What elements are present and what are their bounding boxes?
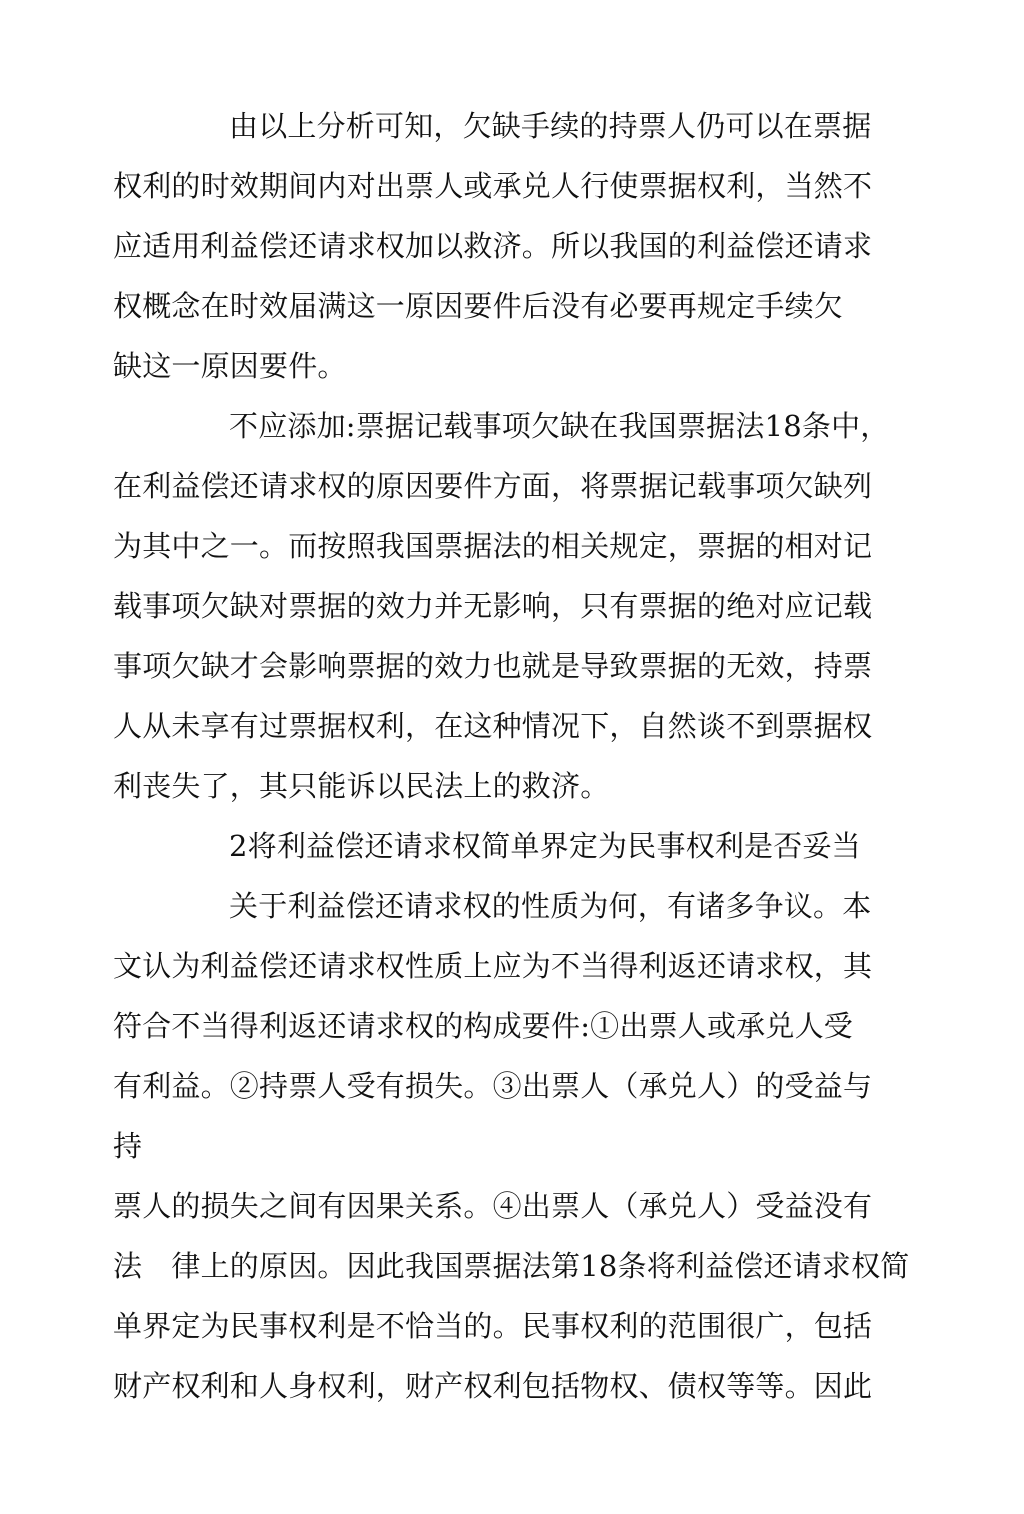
text-line: 缺这一原因要件。	[113, 349, 347, 383]
text-line: 应适用利益偿还请求权加以救济。所以我国的利益偿还请求	[113, 229, 873, 263]
text-line: 法 律上的原因。因此我国票据法第18条将利益偿还请求权简	[113, 1249, 910, 1283]
text-line: 不应添加:票据记载事项欠缺在我国票据法18条中，	[229, 409, 890, 443]
text-line: 权概念在时效届满这一原因要件后没有必要再规定手续欠	[113, 289, 844, 323]
text-line: 权利的时效期间内对出票人或承兑人行使票据权利，当然不	[113, 169, 873, 203]
text-line: 财产权利和人身权利，财产权利包括物权、债权等等。因此	[113, 1369, 873, 1403]
text-line: 在利益偿还请求权的原因要件方面，将票据记载事项欠缺列	[113, 469, 873, 503]
text-line: 持	[113, 1129, 143, 1163]
text-line: 利丧失了，其只能诉以民法上的救济。	[113, 769, 610, 803]
text-line: 关于利益偿还请求权的性质为何，有诸多争议。本	[229, 889, 872, 923]
text-line: 文认为利益偿还请求权性质上应为不当得利返还请求权，其	[113, 949, 873, 983]
text-line: 符合不当得利返还请求权的构成要件:①出票人或承兑人受	[113, 1009, 853, 1043]
text-line: 单界定为民事权利是不恰当的。民事权利的范围很广，包括	[113, 1309, 873, 1343]
text-line: 载事项欠缺对票据的效力并无影响，只有票据的绝对应记载	[113, 589, 873, 623]
text-line: 事项欠缺才会影响票据的效力也就是导致票据的无效，持票	[113, 649, 873, 683]
text-line: 由以上分析可知，欠缺手续的持票人仍可以在票据	[229, 109, 872, 143]
text-line: 票人的损失之间有因果关系。④出票人（承兑人）受益没有	[113, 1189, 873, 1223]
text-line: 人从未享有过票据权利，在这种情况下，自然谈不到票据权	[113, 709, 873, 743]
section-heading: 2将利益偿还请求权简单界定为民事权利是否妥当	[229, 829, 861, 863]
text-line: 有利益。②持票人受有损失。③出票人（承兑人）的受益与	[113, 1069, 873, 1103]
text-line: 为其中之一。而按照我国票据法的相关规定，票据的相对记	[113, 529, 873, 563]
